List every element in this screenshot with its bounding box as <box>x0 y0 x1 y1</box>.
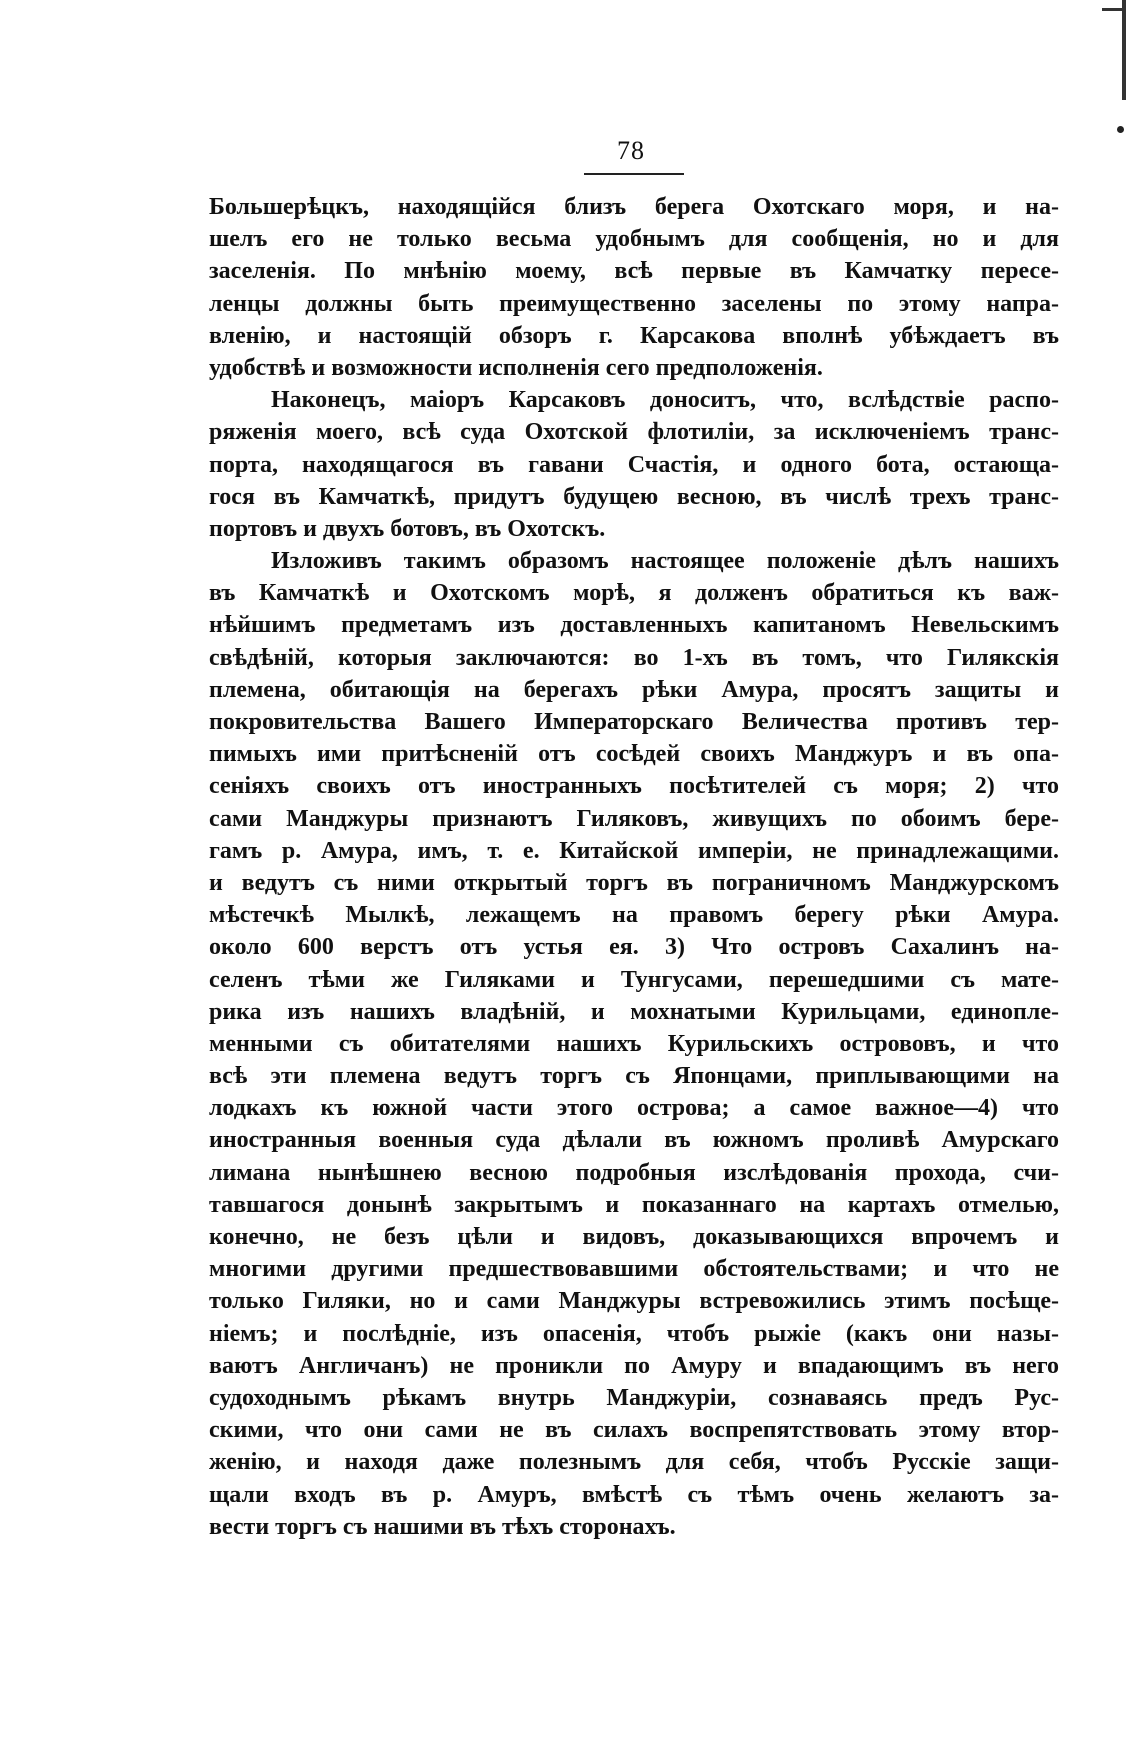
text-line: портовъ и двухъ ботовъ, въ Охотскъ. <box>209 515 606 542</box>
text-line: нѣйшимъ предметамъ изъ доставленныхъ капитаномъ Невельскимъ <box>209 612 1059 639</box>
scan-edge-bar <box>1122 0 1126 100</box>
text-line: конечно, не безъ цѣли и видовъ, доказывающихся впрочемъ и <box>209 1224 1059 1250</box>
text-line: иностранныя военныя суда дѣлали въ южномъ проливѣ Амурскаго <box>209 1127 1059 1154</box>
text-line: женію, и находя даже полезнымъ для себя, чтобъ Русскіе защи- <box>209 1449 1059 1476</box>
text-line: гамъ р. Амура, имъ, т. е. Китайской имперіи, не принадлежащими. <box>209 837 1059 864</box>
text-line: ряженія моего, всѣ суда Охотской флотиліи, за исключеніемъ транс- <box>209 419 1059 446</box>
scan-dot <box>1117 126 1124 133</box>
text-line: шелъ его не только весьма удобнымъ для сообщенія, но и для <box>209 226 1059 253</box>
text-line: менными съ обитателями нашихъ Курильскихъ острововъ, и что <box>209 1030 1059 1057</box>
text-line: покровительства Вашего Императорскаго Величества противъ тер- <box>209 709 1059 735</box>
text-line: скими, что они сами не въ силахъ воспрепятствовать этому втор- <box>209 1417 1059 1444</box>
text-line: порта, находящагося въ гавани Счастія, и одного бота, остающа- <box>209 451 1059 478</box>
text-line: удобствѣ и возможности исполненія сего предположенія. <box>209 354 823 381</box>
text-line: только Гиляки, но и сами Манджуры встревожились этимъ посѣще- <box>209 1288 1059 1315</box>
text-line: сеніяхъ своихъ отъ иностранныхъ посѣтителей съ моря; 2) что <box>209 773 1059 800</box>
text-line: Изложивъ такимъ образомъ настоящее положеніе дѣлъ нашихъ <box>271 548 1059 575</box>
body-text <box>209 191 1059 1543</box>
page-number-rule <box>584 173 684 175</box>
text-line: ваютъ Англичанъ) не проникли по Амуру и впадающимъ въ него <box>209 1352 1059 1379</box>
text-line: всѣ эти племена ведутъ торгъ съ Японцами, приплывающими на <box>209 1063 1059 1090</box>
text-line: пимыхъ ими притѣсненій отъ сосѣдей своихъ Манджуръ и въ опа- <box>209 741 1059 768</box>
text-line: рика изъ нашихъ владѣній, и мохнатыми Курильцами, единопле- <box>209 998 1059 1025</box>
text-line: гося въ Камчаткѣ, придутъ будущею весною, въ числѣ трехъ транс- <box>209 483 1059 510</box>
text-line: Большерѣцкъ, находящійся близъ берега Охотскаго моря, и на- <box>209 194 1059 220</box>
text-line: тавшагося донынѣ закрытымъ и показаннаго на картахъ отмелью, <box>209 1191 1059 1218</box>
text-line: въ Камчаткѣ и Охотскомъ морѣ, я долженъ обратиться къ важ- <box>209 580 1059 607</box>
text-line: ленцы должны быть преимущественно заселены по этому напра- <box>209 290 1059 317</box>
text-line: и ведутъ съ ними открытый торгъ въ пограничномъ Манджурскомъ <box>209 869 1059 896</box>
text-line: сами Манджуры признаютъ Гиляковъ, живущихъ по обоимъ бере- <box>209 805 1059 832</box>
text-line: Наконецъ, маіоръ Карсаковъ доноситъ, что, вслѣдствіе распо- <box>271 387 1059 414</box>
text-line: свѣдѣній, которыя заключаются: во 1-хъ въ томъ, что Гилякскія <box>209 644 1059 671</box>
text-line: щали входъ въ р. Амуръ, вмѣстѣ съ тѣмъ очень желаютъ за- <box>209 1481 1059 1508</box>
text-line: лодкахъ къ южной части этого острова; а самое важное—4) что <box>209 1095 1059 1122</box>
page-number: 78 <box>617 136 645 165</box>
text-line: судоходнымъ рѣкамъ внутрь Манджуріи, сознаваясь предъ Рус- <box>209 1384 1059 1411</box>
text-line: около 600 верстъ отъ устья ея. 3) Что островъ Сахалинъ на- <box>209 934 1059 961</box>
text-line: селенъ тѣми же Гиляками и Тунгусами, перешедшими съ мате- <box>209 966 1059 993</box>
text-line: ніемъ; и послѣдніе, изъ опасенія, чтобъ рыжіе (какъ они назы- <box>209 1320 1059 1347</box>
text-line: многими другими предшествовавшими обстоятельствами; и что не <box>209 1256 1059 1283</box>
text-line: мѣстечкѣ Мылкѣ, лежащемъ на правомъ берегу рѣки Амура. <box>209 902 1059 929</box>
text-line: вести торгъ съ нашими въ тѣхъ сторонахъ. <box>209 1513 676 1540</box>
text-line: вленію, и настоящій обзоръ г. Карсакова вполнѣ убѣждаетъ въ <box>209 322 1059 349</box>
text-line: лимана нынѣшнею весною подробныя изслѣдованія прохода, счи- <box>209 1159 1059 1186</box>
text-line: заселенія. По мнѣнію моему, всѣ первые въ Камчатку пересе- <box>209 258 1059 285</box>
text-line: племена, обитающія на берегахъ рѣки Амура, просятъ защиты и <box>209 676 1059 703</box>
